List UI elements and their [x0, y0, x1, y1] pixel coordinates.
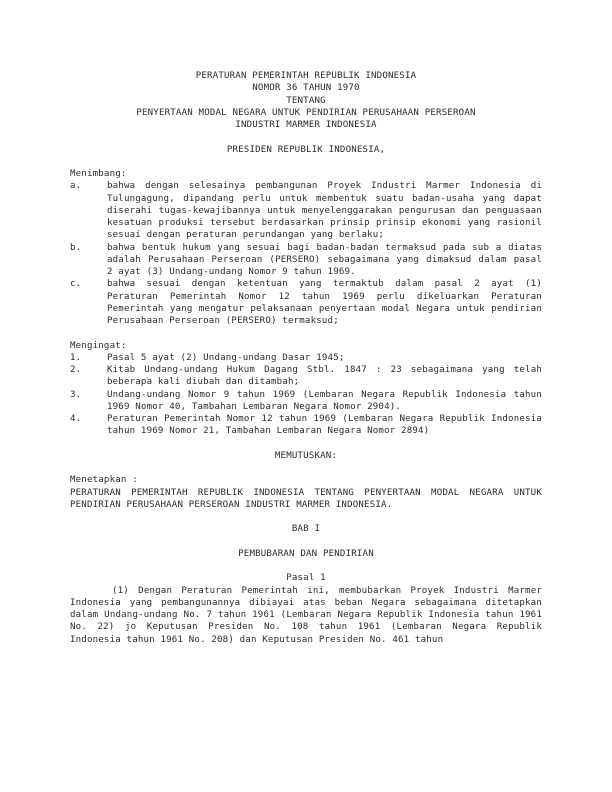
- list-text: bahwa bentuk hukum yang sesuai bagi badan-badan termaksud pada sub a diatas adalah Perusahaan Perseroan (PERSERO) sebagaimana yang dimaksud dalam pasal 2 ayat (3) Undang-undang Nomor 9 tahun 1969.: [107, 242, 542, 277]
- spacer: [70, 511, 542, 523]
- stipulate-label: Menetapkan :: [70, 475, 138, 486]
- list-marker: 3.: [70, 389, 82, 400]
- regulation-subject-line1: PENYERTAAN MODAL NEGARA UNTUK PENDIRIAN PERUSAHAAN PERSEROAN: [136, 107, 476, 118]
- list-marker: 1.: [70, 352, 82, 363]
- list-marker: c.: [70, 279, 82, 290]
- legal-basis-label: Mengingat:: [70, 340, 127, 351]
- list-text: Undang-undang Nomor 9 tahun 1969 (Lembaran Negara Republik Indonesia tahun 1969 Nomor 40, Tambahan Lembaran Negara Nomor 2904).: [107, 389, 542, 412]
- legal-basis-item: [70, 389, 542, 414]
- legal-basis-item: [70, 413, 542, 438]
- list-marker: a.: [70, 181, 82, 192]
- list-text: bahwa sesuai dengan ketentuan yang termaktub dalam pasal 2 ayat (1) Peraturan Pemerintah Nomor 12 tahun 1969 perlu dikeluarkan Peraturan Pemerintah yang mengatur pelaksanaan penyertaan modal Negara untuk pendirian Perusahaan Perseroan (PERSERO) termaksud;: [107, 279, 542, 326]
- list-text: bahwa dengan selesainya pembangunan Proyek Industri Marmer Indonesia di Tulungagung, dipandang perlu untuk membentuk suatu badan-usaha yang dapat diserahi tugas-kewajibannya untuk menyelenggarakan pengurusan dan penguasaan kesatuan produksi tersebut berdasarkan prinsip prinsip ekonomi yang rasionil sesuai dengan peraturan perundangan yang berlaku;: [107, 181, 542, 241]
- consideration-item: [70, 278, 542, 327]
- spacer: [70, 438, 542, 450]
- stipulate-text: PERATURAN PEMERINTAH REPUBLIK INDONESIA TENTANG PENYERTAAN MODAL NEGARA UNTUK PENDIRIAN PERUSAHAAN PERSEROAN INDUSTRI MARMER INDONESIA.: [70, 487, 542, 510]
- regulation-number: NOMOR 36 TAHUN 1970: [252, 83, 360, 94]
- spacer: [70, 156, 542, 168]
- legal-basis-item: [70, 352, 542, 364]
- chapter-number: BAB I: [291, 524, 321, 535]
- consideration-item: [70, 180, 542, 241]
- list-marker: 4.: [70, 414, 82, 424]
- article-heading: Pasal 1: [286, 573, 326, 584]
- list-text: Pasal 5 ayat (2) Undang-undang Dasar 1945;: [107, 352, 345, 363]
- list-text: Kitab Undang-undang Hukum Dagang Stbl. 1847 : 23 sebagaimana yang telah beberapa kali diubah dan ditambah;: [107, 365, 542, 388]
- regulation-subject-line2: INDUSTRI MARMER INDONESIA: [235, 120, 377, 130]
- regulation-title-line1: PERATURAN PEMERINTAH REPUBLIK INDONESIA: [195, 71, 417, 81]
- document-body: [70, 70, 542, 646]
- legal-basis-item: [70, 364, 542, 389]
- issuing-authority: PRESIDEN REPUBLIK INDONESIA,: [226, 144, 386, 155]
- consideration-item: [70, 242, 542, 279]
- list-marker: b.: [70, 242, 82, 253]
- list-text: Peraturan Pemerintah Nomor 12 tahun 1969 (Lembaran Negara Republik Indonesia tahun 1969 Nomor 21, Tambahan Lembaran Negara Nomor 2894): [107, 414, 542, 437]
- article-paragraph-1: (1) Dengan Peraturan Pemerintah ini, membubarkan Proyek Industri Marmer Indonesia yang pembangunannya dibiayai atas beban Negara sebagaimana ditetapkan dalam Undang-undang No. 7 tahun 1961 (Lembaran Negara Republik Indonesia tahun 1961 No. 22) jo Keputusan Presiden No. 108 tahun 1961 (Lembaran Negara Republik Indonesia tahun 1961 No. 208) dan Keputusan Presiden No. 461 tahun: [70, 585, 542, 645]
- spacer: [70, 536, 542, 548]
- considerations-label: Menimbang:: [70, 169, 127, 179]
- regulation-about-label: TENTANG: [286, 95, 326, 106]
- spacer: [70, 560, 542, 572]
- spacer: [70, 131, 542, 143]
- decision-heading: MEMUTUSKAN:: [274, 450, 338, 461]
- chapter-title: PEMBUBARAN DAN PENDIRIAN: [238, 548, 374, 559]
- list-marker: 2.: [70, 365, 82, 375]
- spacer: [70, 462, 542, 474]
- spacer: [70, 327, 542, 339]
